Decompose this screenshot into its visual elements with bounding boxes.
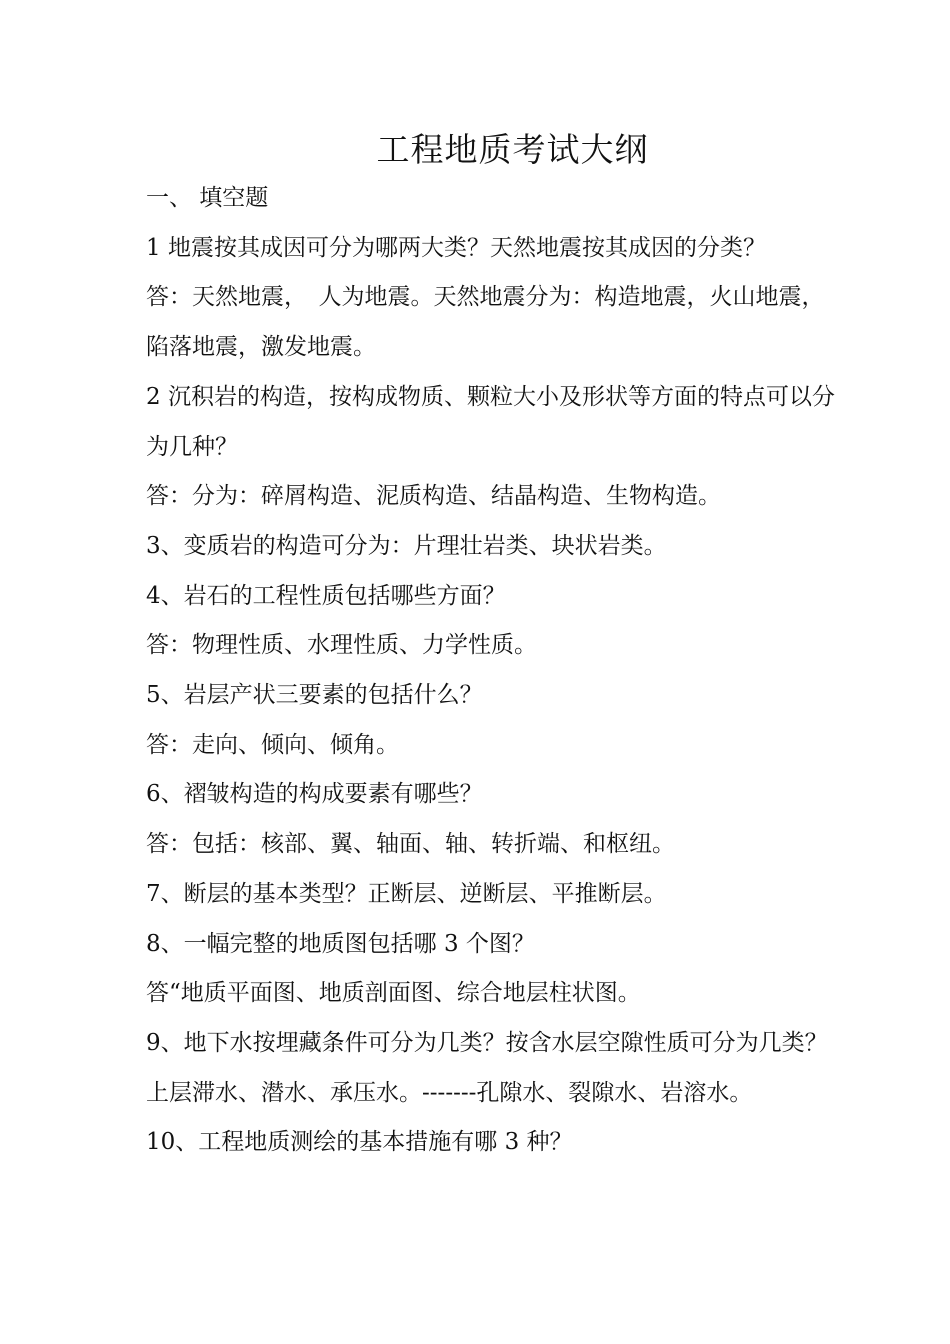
answer-8: 答“地质平面图、地质剖面图、综合地层柱状图。 [146,980,641,1007]
question-7: 7、断层的基本类型？正断层、逆断层、平推断层。 [146,880,667,907]
question-9: 9、地下水按埋藏条件可分为几类？按含水层空隙性质可分为几类？上层滞水、潜水、承压水。-------孔隙水、裂隙水、岩溶水。 [146,1029,828,1106]
answer-6: 答：包括：核部、翼、轴面、轴、转折端、和枢纽。 [146,831,675,858]
answer-5: 答：走向、倾向、倾角。 [146,731,399,758]
question-10: 10、工程地质测绘的基本措施有哪 3 种？ [146,1129,573,1156]
question-6: 6、褶皱构造的构成要素有哪些？ [146,781,483,808]
question-5: 5、岩层产状三要素的包括什么？ [146,682,483,709]
answer-1: 答：天然地震， 人为地震。天然地震分为：构造地震，火山地震，陷落地震，激发地震。 [146,284,825,361]
question-3: 3、变质岩的构造可分为：片理壮岩类、块状岩类。 [146,532,667,559]
question-4: 4、岩石的工程性质包括哪些方面？ [146,582,506,609]
answer-4: 答：物理性质、水理性质、力学性质。 [146,632,537,659]
question-2: 2 沉积岩的构造，按构成物质、颗粒大小及形状等方面的特点可以分为几种？ [146,383,835,460]
document-body [146,174,836,1168]
answer-2: 答：分为：碎屑构造、泥质构造、结晶构造、生物构造。 [146,483,721,510]
section-heading-fill-in-blank: 一、 填空题 [146,185,269,211]
question-1: 1 地震按其成因可分为哪两大类？天然地震按其成因的分类？ [146,234,766,261]
question-8: 8、一幅完整的地质图包括哪 3 个图？ [146,930,535,957]
document-title: 工程地质考试大纲 [376,130,649,169]
